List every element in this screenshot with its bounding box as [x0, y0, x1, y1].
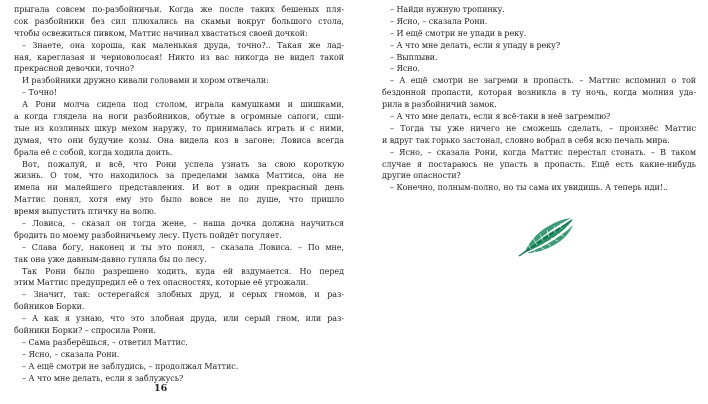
- text-line: – Выплыви.: [390, 52, 438, 62]
- text-line: – Ловиса, – сказал он тогда жене, – наша дочка должна научиться: [22, 219, 344, 229]
- text-line: – Ясно, – сказала Рони.: [390, 16, 488, 26]
- text-line: тые из козлиных шкур мехом наружу, то принималась играть и с ними,: [14, 123, 344, 133]
- text-line: А Рони молча сидела под столом, играла камушками и шишками,: [22, 100, 344, 110]
- text-line: прыгала совсем по-разбойничьи. Когда же после таких бешеных пля-: [14, 5, 344, 14]
- text-line: – Ясно, – сказала Рони.: [22, 349, 120, 359]
- feather-icon: [517, 216, 575, 258]
- text-line: И разбойники дружно кивали головами и хором отвечали:: [22, 76, 269, 86]
- text-line: жизнь. О том, что находилось за пределами замка Маттиса, она не: [14, 171, 344, 181]
- text-line: а когда глядела на ноги разбойников, обутые в огромные сапоги, сши-: [14, 112, 344, 122]
- text-line: – Тогда ты уже ничего не сможешь сделать, – произнёс Маттис: [390, 123, 696, 133]
- right-page: [382, 4, 696, 194]
- text-line: – А что мне делать, если я упаду в реку?: [390, 40, 561, 50]
- page-number: 16: [154, 383, 168, 394]
- text-line: бродить по моему разбойничьему лесу. Пусть пойдёт погуляет.: [14, 230, 282, 240]
- text-line: чтобы освежиться пивком, Маттис начинал хвастаться своей дочкой:: [14, 28, 308, 38]
- text-line: – Конечно, полным-полно, но ты сама их увидишь. А теперь иди!..: [390, 183, 668, 193]
- text-line: – Ясно, – сказала Рони, когда Маттис перестал стонать. – В таком: [390, 147, 696, 157]
- text-line: бойников Борки.: [14, 302, 85, 312]
- text-line: прекрасной девочки, точно?: [14, 64, 134, 74]
- text-line: – А как я узнаю, что это злобная друда, или серый гном, или раз-: [22, 314, 344, 324]
- text-line: – Знаете, она хороша, как маленькая друда, точно?.. Такая же лад-: [22, 40, 344, 50]
- text-line: Вот, пожалуй, и всё, что Рони успела узнать за свою короткую: [22, 159, 344, 169]
- text-line: рила в разбойничий замок.: [382, 100, 497, 110]
- text-line: имела ни малейшего представления. И вот в один прекрасный день: [14, 183, 344, 193]
- text-line: сок разбойники без сил плюхались на скамьи вокруг большого стола,: [14, 16, 344, 26]
- text-line: – А ещё смотри не заблудись, – продолжал Маттис.: [22, 361, 239, 371]
- text-line: другие опасности?: [382, 171, 461, 181]
- text-line: случае я постараюсь не упасть в пропасть. Ещё есть какие-нибудь: [382, 159, 696, 169]
- text-line: Маттис понял, хотя ему это было вовсе не по душе, что пришло: [14, 195, 344, 205]
- left-page: [14, 4, 344, 385]
- text-line: время выпустить птичку на волю.: [14, 207, 157, 217]
- text-line: и вдруг так горько застонал, словно вобрал в себя всю печаль мира.: [382, 135, 670, 145]
- text-line: – И ещё смотри не упади в реку.: [390, 28, 527, 38]
- text-line: – Точно!: [22, 88, 57, 98]
- text-line: – Значит, так: остерегайся злобных друд, и серых гномов, и раз-: [22, 290, 344, 300]
- text-line: Так Рони было разрешено ходить, куда ей вздумается. Но перед: [22, 266, 344, 276]
- text-line: – А ещё смотри не загреми в пропасть. – Маттис вспомнил о той: [390, 76, 696, 86]
- text-line: бездонной пропасти, которая возникла в ту ночь, когда молния уда-: [382, 88, 696, 98]
- text-line: – Ясно.: [390, 64, 420, 74]
- text-line: брала её с собой, когда ходила доить.: [14, 147, 173, 157]
- text-line: – Слава богу, наконец и ты это понял, – сказала Ловиса. – По мне,: [22, 242, 344, 252]
- text-line: этим Маттис предупредил её о тех опасностях, которые её угрожали.: [14, 278, 309, 288]
- text-line: думая, что они будучие козы. Она видела коз в загоне: Ловиса всегда: [14, 135, 344, 145]
- text-line: бойники Борки? – спросила Рони.: [14, 326, 156, 336]
- text-line: – Найди нужную тропинку.: [390, 5, 505, 14]
- text-line: – А что мне делать, если я заблужусь?: [22, 373, 184, 383]
- text-line: – А что мне делать, если я всё-таки в неё загремлю?: [390, 112, 611, 122]
- text-line: так она уже давным-давно гуляла бы по лесу.: [14, 254, 207, 264]
- text-line: – Сама разберёшься, – ответил Маттис.: [22, 337, 188, 347]
- text-line: ная, кареглазая и черноволосая! Никто из вас никогда не видел такой: [14, 52, 344, 62]
